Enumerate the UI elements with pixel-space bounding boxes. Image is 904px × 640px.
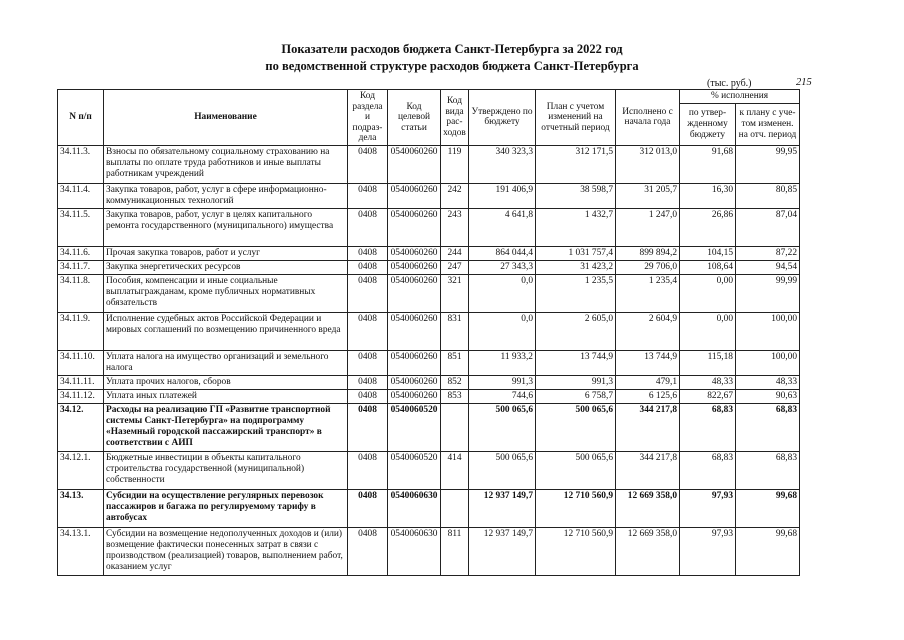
row-num: 34.11.7. [58,260,104,274]
row-kind-code: 831 [441,312,469,350]
row-plan: 991,3 [536,375,616,389]
table-row [58,145,800,183]
row-plan: 38 598,7 [536,183,616,208]
page-title-line1: Показатели расходов бюджета Санкт-Петербурга за 2022 год [281,42,623,56]
row-name: Закупка энергетических ресурсов [104,260,348,274]
row-approved: 4 641,8 [469,208,536,246]
row-approved: 0,0 [469,312,536,350]
row-target-code: 0540060630 [388,527,441,575]
row-executed: 479,1 [616,375,680,389]
header-target: Код целевой статьи [388,90,441,146]
row-section-code: 0408 [348,145,388,183]
header-plan: План с учетом изменений на отчетный период [536,90,616,146]
row-section-code: 0408 [348,274,388,312]
row-kind-code: 853 [441,389,469,403]
row-name: Прочая закупка товаров, работ и услуг [104,246,348,260]
row-kind-code: 414 [441,451,469,489]
row-num: 34.13.1. [58,527,104,575]
row-target-code: 0540060520 [388,451,441,489]
row-section-code: 0408 [348,527,388,575]
row-pct-approved: 68,83 [680,403,736,451]
row-pct-approved: 91,68 [680,145,736,183]
row-pct-plan: 90,63 [736,389,800,403]
row-num: 34.12.1. [58,451,104,489]
row-executed: 1 235,4 [616,274,680,312]
row-num: 34.11.8. [58,274,104,312]
row-pct-approved: 0,00 [680,274,736,312]
page-number: 215 [796,77,812,88]
row-pct-plan: 94,54 [736,260,800,274]
row-kind-code: 243 [441,208,469,246]
row-pct-plan: 99,68 [736,527,800,575]
row-target-code: 0540060260 [388,208,441,246]
row-name: Уплата налога на имущество организаций и земельного налога [104,350,348,375]
row-kind-code: 244 [441,246,469,260]
table-row [58,489,800,527]
row-pct-approved: 16,30 [680,183,736,208]
row-name: Уплата иных платежей [104,389,348,403]
row-num: 34.13. [58,489,104,527]
header-kind: Код вида рас-ходов [441,90,469,146]
row-executed: 344 217,8 [616,403,680,451]
budget-table [57,89,800,576]
row-name: Исполнение судебных актов Российской Федерации и мировых соглашений по возмещению причиненного вреда [104,312,348,350]
header-pct-group: % исполнения [680,90,800,104]
row-section-code: 0408 [348,451,388,489]
row-section-code: 0408 [348,183,388,208]
row-kind-code: 851 [441,350,469,375]
row-num: 34.11.10. [58,350,104,375]
row-target-code: 0540060630 [388,489,441,527]
table-row [58,389,800,403]
row-executed: 12 669 358,0 [616,527,680,575]
row-kind-code: 119 [441,145,469,183]
row-name: Расходы на реализацию ГП «Развитие транспортной системы Санкт-Петербурга» на подпрограмму «Наземный городской пассажирский транспорт» в соответствии с АИП [104,403,348,451]
row-executed: 6 125,6 [616,389,680,403]
row-approved: 500 065,6 [469,403,536,451]
row-plan: 2 605,0 [536,312,616,350]
row-pct-plan: 100,00 [736,312,800,350]
row-pct-approved: 26,86 [680,208,736,246]
row-target-code: 0540060260 [388,246,441,260]
row-executed: 29 706,0 [616,260,680,274]
row-section-code: 0408 [348,375,388,389]
row-section-code: 0408 [348,260,388,274]
table-row [58,183,800,208]
table-row [58,403,800,451]
row-approved: 12 937 149,7 [469,527,536,575]
table-row [58,208,800,246]
row-approved: 12 937 149,7 [469,489,536,527]
row-name: Взносы по обязательному социальному страхованию на выплаты по оплате труда работников и иные выплаты работникам учреждений [104,145,348,183]
row-pct-plan: 48,33 [736,375,800,389]
row-target-code: 0540060260 [388,145,441,183]
row-section-code: 0408 [348,350,388,375]
row-num: 34.11.5. [58,208,104,246]
row-plan: 312 171,5 [536,145,616,183]
row-target-code: 0540060260 [388,312,441,350]
row-name: Уплата прочих налогов, сборов [104,375,348,389]
row-pct-plan: 87,22 [736,246,800,260]
row-executed: 899 894,2 [616,246,680,260]
row-approved: 991,3 [469,375,536,389]
row-plan: 12 710 560,9 [536,489,616,527]
unit-note: (тыс. руб.) [707,78,752,89]
row-executed: 31 205,7 [616,183,680,208]
row-num: 34.11.12. [58,389,104,403]
header-executed: Исполнено с начала года [616,90,680,146]
row-target-code: 0540060260 [388,375,441,389]
row-approved: 864 044,4 [469,246,536,260]
header-section: Код раздела и подраз-дела [348,90,388,146]
table-row [58,312,800,350]
row-kind-code: 811 [441,527,469,575]
row-section-code: 0408 [348,208,388,246]
row-pct-approved: 115,18 [680,350,736,375]
row-approved: 500 065,6 [469,451,536,489]
row-name: Субсидии на осуществление регулярных перевозок пассажиров и багажа по регулируемому тарифу в автобусах [104,489,348,527]
row-approved: 340 323,3 [469,145,536,183]
row-kind-code: 247 [441,260,469,274]
row-name: Закупка товаров, работ, услуг в целях капитального ремонта государственного (муниципального) имущества [104,208,348,246]
row-num: 34.11.11. [58,375,104,389]
row-approved: 0,0 [469,274,536,312]
row-pct-plan: 99,95 [736,145,800,183]
header-name: Наименование [104,90,348,146]
row-kind-code: 242 [441,183,469,208]
row-num: 34.12. [58,403,104,451]
row-executed: 13 744,9 [616,350,680,375]
row-pct-approved: 0,00 [680,312,736,350]
row-pct-plan: 87,04 [736,208,800,246]
row-pct-plan: 68,83 [736,451,800,489]
row-executed: 1 247,0 [616,208,680,246]
row-kind-code: 852 [441,375,469,389]
row-pct-approved: 97,93 [680,527,736,575]
row-section-code: 0408 [348,389,388,403]
row-target-code: 0540060260 [388,389,441,403]
table-row [58,527,800,575]
row-executed: 312 013,0 [616,145,680,183]
row-pct-plan: 99,99 [736,274,800,312]
row-section-code: 0408 [348,489,388,527]
row-name: Бюджетные инвестиции в объекты капитального строительства государственной (муниципальной) собственности [104,451,348,489]
row-plan: 1 031 757,4 [536,246,616,260]
row-plan: 1 432,7 [536,208,616,246]
table-row [58,350,800,375]
row-pct-plan: 99,68 [736,489,800,527]
row-target-code: 0540060260 [388,274,441,312]
row-target-code: 0540060260 [388,183,441,208]
row-pct-plan: 80,85 [736,183,800,208]
row-target-code: 0540060260 [388,260,441,274]
row-pct-approved: 97,93 [680,489,736,527]
row-name: Субсидии на возмещение недополученных доходов и (или) возмещение фактически понесенных затрат в связи с производством (реализацией) товаров, выполнением работ, оказанием услуг [104,527,348,575]
row-name: Закупка товаров, работ, услуг в сфере информационно-коммуникационных технологий [104,183,348,208]
row-pct-approved: 108,64 [680,260,736,274]
table-body [58,145,800,575]
row-approved: 27 343,3 [469,260,536,274]
row-name: Пособия, компенсации и иные социальные выплатыгражданам, кроме публичных нормативных обязательств [104,274,348,312]
row-executed: 2 604,9 [616,312,680,350]
row-pct-plan: 68,83 [736,403,800,451]
table-row [58,246,800,260]
row-plan: 6 758,7 [536,389,616,403]
row-executed: 344 217,8 [616,451,680,489]
row-approved: 744,6 [469,389,536,403]
row-section-code: 0408 [348,403,388,451]
row-target-code: 0540060260 [388,350,441,375]
row-plan: 1 235,5 [536,274,616,312]
row-plan: 12 710 560,9 [536,527,616,575]
header-pct-plan: к плану с уче-том изменен. на отч. период [736,103,800,145]
table-row [58,274,800,312]
row-kind-code: 321 [441,274,469,312]
row-pct-approved: 822,67 [680,389,736,403]
header-num: N п/п [58,90,104,146]
row-kind-code [441,403,469,451]
row-pct-approved: 48,33 [680,375,736,389]
header-pct-approved: по утвер-жденному бюджету [680,103,736,145]
row-executed: 12 669 358,0 [616,489,680,527]
row-approved: 11 933,2 [469,350,536,375]
header-approved: Утверждено по бюджету [469,90,536,146]
row-pct-plan: 100,00 [736,350,800,375]
row-num: 34.11.6. [58,246,104,260]
row-pct-approved: 104,15 [680,246,736,260]
row-num: 34.11.4. [58,183,104,208]
table-row [58,375,800,389]
row-plan: 31 423,2 [536,260,616,274]
row-plan: 500 065,6 [536,451,616,489]
page-title-line2: по ведомственной структуре расходов бюджета Санкт-Петербурга [265,59,639,73]
row-section-code: 0408 [348,312,388,350]
row-pct-approved: 68,83 [680,451,736,489]
row-num: 34.11.3. [58,145,104,183]
row-num: 34.11.9. [58,312,104,350]
row-plan: 500 065,6 [536,403,616,451]
row-plan: 13 744,9 [536,350,616,375]
row-kind-code [441,489,469,527]
table-row [58,260,800,274]
row-section-code: 0408 [348,246,388,260]
table-row [58,451,800,489]
row-target-code: 0540060520 [388,403,441,451]
row-approved: 191 406,9 [469,183,536,208]
